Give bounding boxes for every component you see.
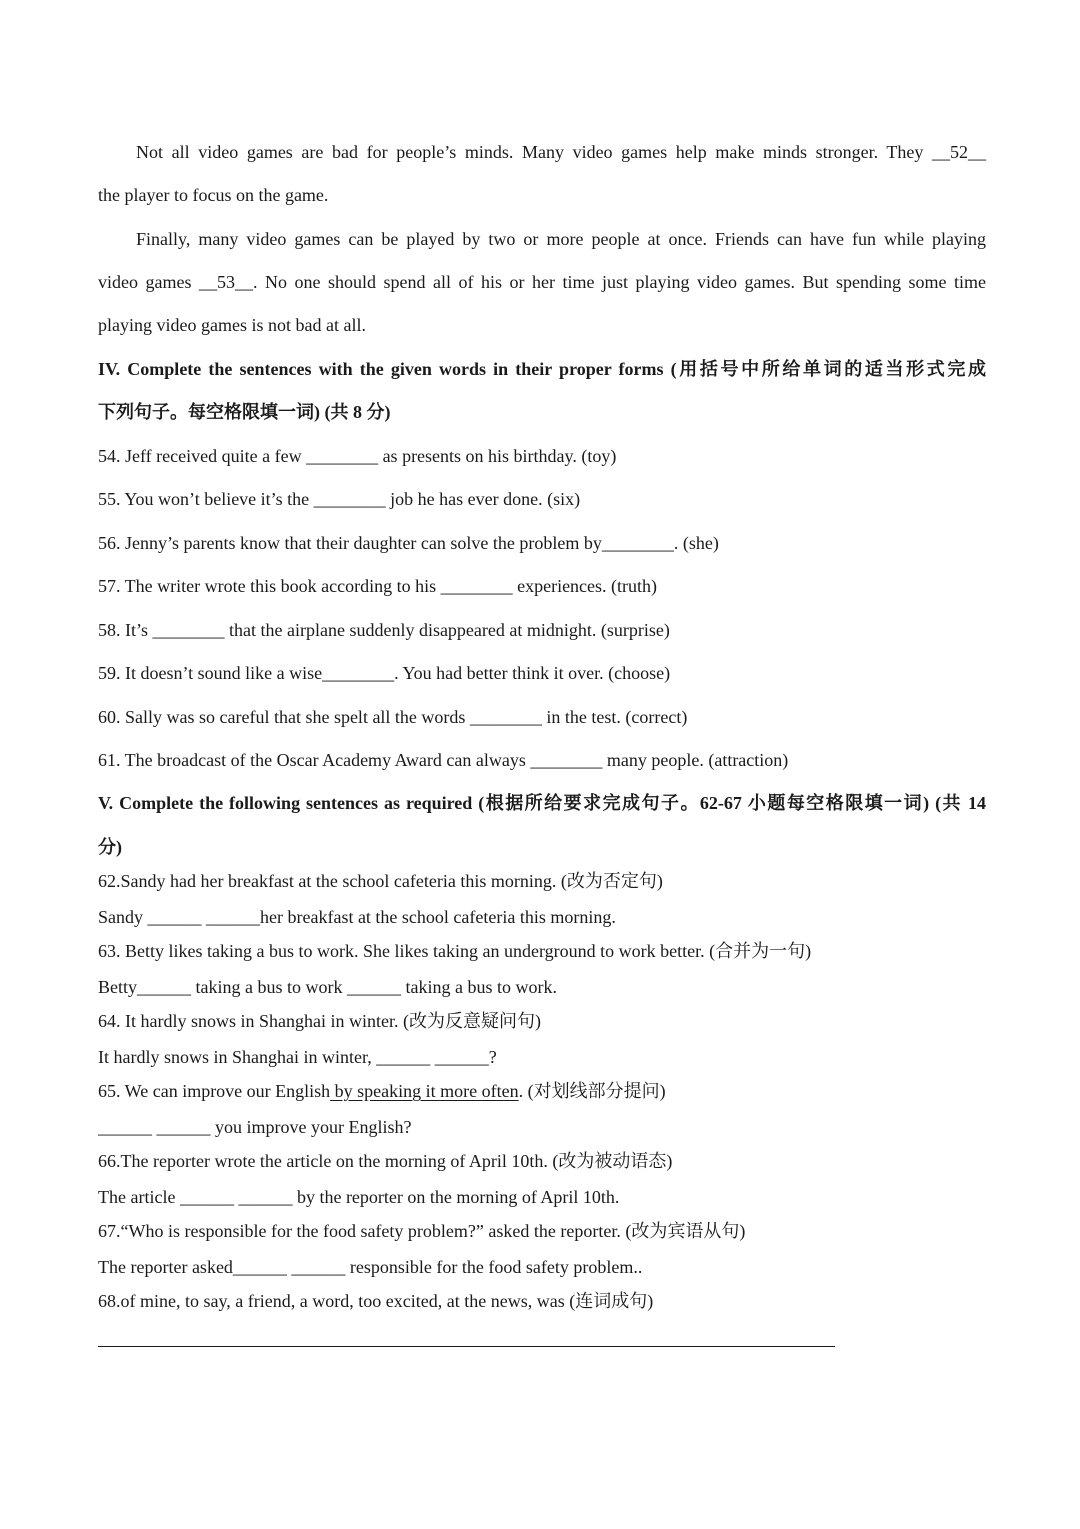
passage-paragraph-2-line-1: Finally, many video games can be played by two or more people at once. Friends can have fun while playing [136, 229, 986, 249]
answer-66: The article ______ ______ by the reporter on the morning of April 10th. [98, 1187, 620, 1207]
question-65-text: 65. We can improve our English [98, 1081, 331, 1101]
question-60: 60. Sally was so careful that she spelt all the words ________ in the test. (correct) [98, 707, 688, 727]
passage-paragraph-1-line-2: the player to focus on the game. [98, 185, 329, 205]
question-63: 63. Betty likes taking a bus to work. She likes taking an underground to work better. (合并为一句) [98, 941, 812, 961]
question-66: 66.The reporter wrote the article on the morning of April 10th. (改为被动语态) [98, 1151, 673, 1171]
section-4-heading-line-2: 下列句子。每空格限填一词) (共 8 分) [98, 402, 391, 422]
question-58: 58. It’s ________ that the airplane suddenly disappeared at midnight. (surprise) [98, 620, 670, 640]
question-65-instruction: . (对划线部分提问) [518, 1081, 666, 1101]
question-62: 62.Sandy had her breakfast at the school cafeteria this morning. (改为否定句) [98, 871, 663, 891]
passage-paragraph-2-line-2: video games __53__. No one should spend all of his or her time just playing video games. But spending some time [98, 272, 986, 292]
section-5-heading-line-2: 分) [98, 837, 122, 857]
passage-paragraph-1-line-1: Not all video games are bad for people’s minds. Many video games help make minds stronger. They __52__ [136, 142, 986, 162]
section-4-heading-line-1: IV. Complete the sentences with the given words in their proper forms (用括号中所给单词的适当形式完成 [98, 359, 986, 379]
question-65-underlined-part: by speaking it more often [330, 1081, 519, 1101]
question-61: 61. The broadcast of the Oscar Academy Award can always ________ many people. (attraction) [98, 750, 789, 770]
answer-62: Sandy ______ ______her breakfast at the school cafeteria this morning. [98, 907, 616, 927]
question-65 [98, 1079, 986, 1103]
question-68: 68.of mine, to say, a friend, a word, too excited, at the news, was (连词成句) [98, 1291, 654, 1311]
question-54: 54. Jeff received quite a few ________ as presents on his birthday. (toy) [98, 446, 617, 466]
answer-67: The reporter asked______ ______ responsible for the food safety problem.. [98, 1257, 643, 1277]
answer-65: ______ ______ you improve your English? [98, 1117, 412, 1137]
question-59: 59. It doesn’t sound like a wise________. You had better think it over. (choose) [98, 663, 671, 683]
question-56: 56. Jenny’s parents know that their daughter can solve the problem by________. (she) [98, 533, 719, 553]
question-55: 55. You won’t believe it’s the ________ job he has ever done. (six) [98, 489, 581, 509]
question-57: 57. The writer wrote this book according to his ________ experiences. (truth) [98, 576, 658, 596]
answer-63: Betty______ taking a bus to work ______ taking a bus to work. [98, 977, 557, 997]
section-5-heading-line-1: V. Complete the following sentences as required (根据所给要求完成句子。62-67 小题每空格限填一词) (共 14 [98, 793, 986, 813]
question-67: 67.“Who is responsible for the food safety problem?” asked the reporter. (改为宾语从句) [98, 1221, 746, 1241]
answer-64: It hardly snows in Shanghai in winter, ______ ______? [98, 1047, 497, 1067]
question-64: 64. It hardly snows in Shanghai in winter. (改为反意疑问句) [98, 1011, 541, 1031]
passage-paragraph-2-line-3: playing video games is not bad at all. [98, 315, 366, 335]
answer-68-blank-line [98, 1346, 835, 1347]
